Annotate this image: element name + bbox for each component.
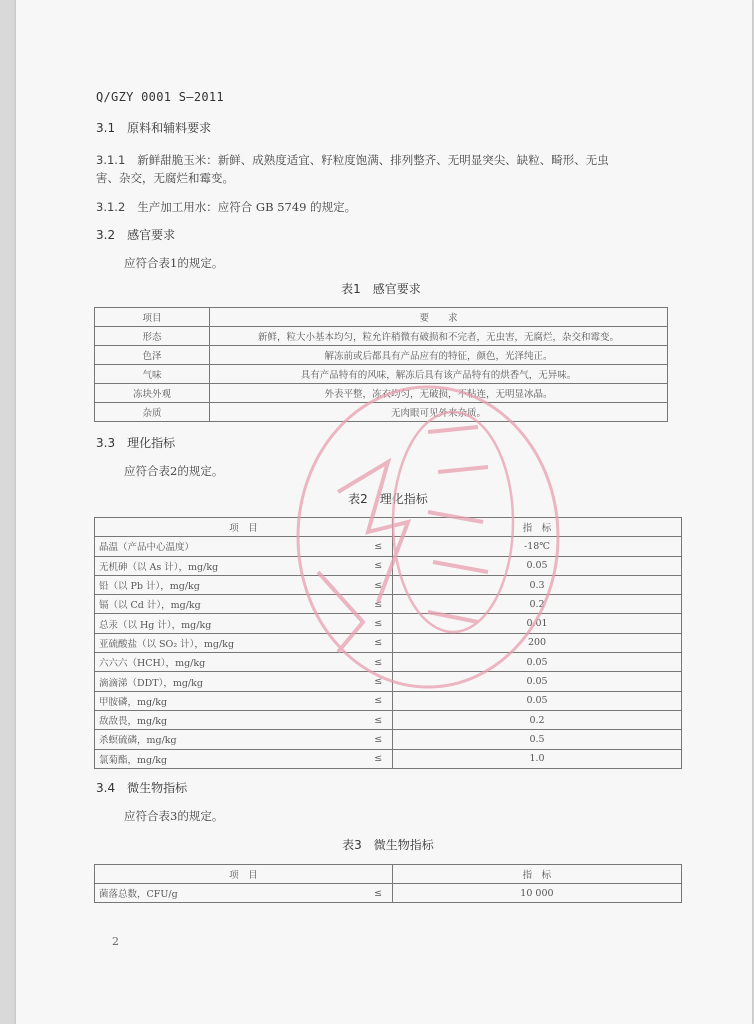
table-row xyxy=(95,365,668,384)
header-value: 指 标 xyxy=(393,518,682,537)
table1-caption: 表1 感官要求 xyxy=(341,282,421,296)
section-3-4 xyxy=(96,778,187,798)
table-row xyxy=(95,346,668,365)
item-cell: 菌落总数，CFU/g xyxy=(95,884,365,903)
section-3-1-2 xyxy=(96,197,356,217)
section-number: 3.3 xyxy=(96,436,116,450)
value-cell: 0.5 xyxy=(393,730,682,749)
item-cell: 甲胺磷，mg/kg xyxy=(95,691,365,710)
operator-cell: ≤ xyxy=(365,537,393,556)
item-cell: 杂质 xyxy=(95,403,210,422)
operator-cell: ≤ xyxy=(365,556,393,575)
table-row xyxy=(95,633,682,652)
value-cell: 0.05 xyxy=(393,691,682,710)
operator-cell: ≤ xyxy=(365,672,393,691)
sensory-table xyxy=(94,307,668,422)
requirement-cell: 具有产品特有的风味，解冻后具有该产品特有的烘香气，无异味。 xyxy=(210,365,668,384)
operator-cell: ≤ xyxy=(365,730,393,749)
operator-cell: ≤ xyxy=(365,595,393,614)
section-text: 生产加工用水：应符合 GB 5749 的规定。 xyxy=(137,200,357,214)
header-item: 项目 xyxy=(95,308,210,327)
requirement-cell: 解冻前或后都具有产品应有的特征，颜色，光泽纯正。 xyxy=(210,346,668,365)
value-cell: 0.05 xyxy=(393,556,682,575)
table3-caption: 表3 微生物指标 xyxy=(342,838,434,852)
table-row xyxy=(95,691,682,710)
section-number: 3.4 xyxy=(96,781,116,795)
microbiology-table xyxy=(94,864,682,903)
value-cell: 10 000 xyxy=(392,884,681,903)
table2-caption: 表2 理化指标 xyxy=(348,492,428,506)
section-number: 3.1.1 xyxy=(96,153,126,167)
section-3-2-body: 应符合表1的规定。 xyxy=(124,256,224,270)
table-row xyxy=(95,384,668,403)
operator-cell: ≤ xyxy=(364,884,392,903)
value-cell: 1.0 xyxy=(393,749,682,768)
value-cell: 0.05 xyxy=(393,653,682,672)
section-3-1 xyxy=(96,118,211,138)
section-3-3-body: 应符合表2的规定。 xyxy=(124,464,224,478)
header-requirement: 要 求 xyxy=(210,308,668,327)
header-item: 项 目 xyxy=(95,518,393,537)
item-cell: 冻块外观 xyxy=(95,384,210,403)
item-cell: 气味 xyxy=(95,365,210,384)
section-text: 新鲜甜脆玉米：新鲜、成熟度适宜、籽粒度饱满、排列整齐、无明显突尖、缺粒、畸形、无虫 xyxy=(137,153,609,167)
item-cell: 杀螟硫磷，mg/kg xyxy=(95,730,365,749)
section-3-1-1-line2: 害、杂交，无腐烂和霉变。 xyxy=(96,171,234,185)
section-title: 微生物指标 xyxy=(127,781,188,795)
operator-cell: ≤ xyxy=(365,633,393,652)
table-row xyxy=(95,537,682,556)
table-row xyxy=(95,730,682,749)
section-3-1-1-line1 xyxy=(96,150,609,170)
table-row xyxy=(95,614,682,633)
section-3-3 xyxy=(96,433,175,453)
standard-code: Q/GZY 0001 S—2011 xyxy=(96,90,224,104)
item-cell: 六六六（HCH），mg/kg xyxy=(95,653,365,672)
section-number: 3.2 xyxy=(96,228,116,242)
operator-cell: ≤ xyxy=(365,710,393,729)
table-row xyxy=(95,556,682,575)
item-cell: 无机砷（以 As 计），mg/kg xyxy=(95,556,365,575)
requirement-cell: 无肉眼可见外来杂质。 xyxy=(210,403,668,422)
item-cell: 色泽 xyxy=(95,346,210,365)
table-row xyxy=(95,653,682,672)
table-header-row xyxy=(95,308,668,327)
table-header-row xyxy=(95,518,682,537)
table-row xyxy=(95,327,668,346)
operator-cell: ≤ xyxy=(365,691,393,710)
section-title: 原料和辅料要求 xyxy=(127,121,212,135)
item-cell: 滴滴涕（DDT），mg/kg xyxy=(95,672,365,691)
table-row xyxy=(95,672,682,691)
value-cell: -18℃ xyxy=(393,537,682,556)
section-3-2 xyxy=(96,225,175,245)
table-header-row xyxy=(95,865,682,884)
item-cell: 亚硫酸盐（以 SO₂ 计），mg/kg xyxy=(95,633,365,652)
item-cell: 总汞（以 Hg 计），mg/kg xyxy=(95,614,365,633)
operator-cell: ≤ xyxy=(365,614,393,633)
value-cell: 0.3 xyxy=(393,575,682,594)
value-cell: 0.01 xyxy=(393,614,682,633)
item-cell: 形态 xyxy=(95,327,210,346)
page-number: 2 xyxy=(112,935,119,948)
item-cell: 晶温（产品中心温度） xyxy=(95,537,365,556)
value-cell: 0.2 xyxy=(393,710,682,729)
item-cell: 敌敌畏，mg/kg xyxy=(95,710,365,729)
operator-cell: ≤ xyxy=(365,749,393,768)
table-row xyxy=(95,884,682,903)
section-title: 感官要求 xyxy=(127,228,176,242)
table-row xyxy=(95,710,682,729)
table-row xyxy=(95,595,682,614)
value-cell: 0.2 xyxy=(393,595,682,614)
requirement-cell: 外表平整，冻衣均匀，无破损，不粘连，无明显冰晶。 xyxy=(210,384,668,403)
operator-cell: ≤ xyxy=(365,653,393,672)
item-cell: 氯菊酯，mg/kg xyxy=(95,749,365,768)
physicochemical-table xyxy=(94,517,682,769)
section-3-4-body: 应符合表3的规定。 xyxy=(124,809,224,823)
table-row xyxy=(95,403,668,422)
header-value: 指 标 xyxy=(392,865,681,884)
item-cell: 镉（以 Cd 计），mg/kg xyxy=(95,595,365,614)
section-number: 3.1.2 xyxy=(96,200,126,214)
section-title: 理化指标 xyxy=(127,436,176,450)
operator-cell: ≤ xyxy=(365,575,393,594)
item-cell: 铅（以 Pb 计），mg/kg xyxy=(95,575,365,594)
requirement-cell: 新鲜，粒大小基本均匀，粒允许稍微有破损和不完者，无虫害，无腐烂，杂交和霉变。 xyxy=(210,327,668,346)
document-page xyxy=(16,0,752,1024)
value-cell: 200 xyxy=(393,633,682,652)
table-row xyxy=(95,749,682,768)
table-row xyxy=(95,575,682,594)
value-cell: 0.05 xyxy=(393,672,682,691)
section-number: 3.1 xyxy=(96,121,116,135)
header-item: 项 目 xyxy=(95,865,393,884)
